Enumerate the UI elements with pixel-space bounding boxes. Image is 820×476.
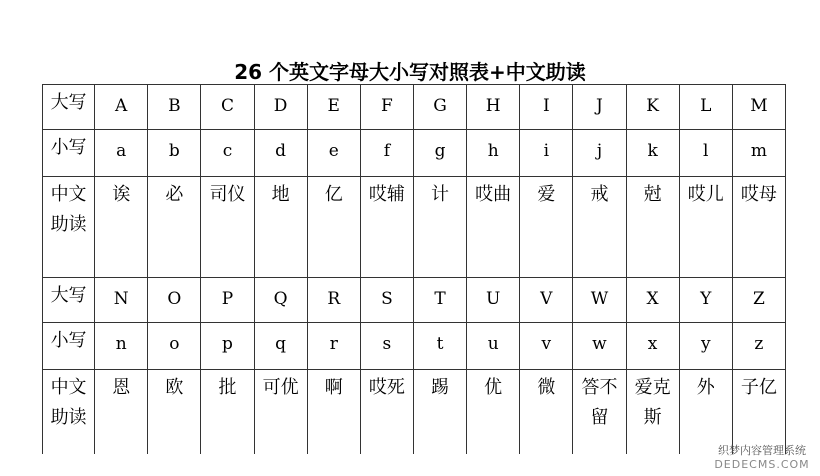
uppercase-letter-cell [307,85,360,130]
table-row-reading [43,177,786,278]
lowercase-letter-cell [95,323,148,370]
letter-text: c [222,141,233,161]
letter-text: J [596,96,603,116]
letter-text: E [327,96,340,116]
letter-text: a [116,141,127,161]
letter-text: A [115,96,128,116]
lowercase-letter-cell [413,323,466,370]
reading-cell [573,177,626,278]
reading-text: 优 [484,377,503,398]
row-header-lower [43,130,95,177]
lowercase-letter-cell [520,323,573,370]
letter-text: X [646,289,659,309]
reading-text: 计 [431,184,450,205]
row-header-label: 小写 [50,330,87,351]
row-header-label: 大写 [50,285,87,306]
reading-cell [732,177,785,278]
lowercase-letter-cell [732,130,785,177]
uppercase-letter-cell [732,278,785,323]
reading-cell [201,177,254,278]
uppercase-letter-cell [520,278,573,323]
letter-text: S [381,289,393,309]
letter-text: W [590,289,609,309]
page-title: 26 个英文字母大小写对照表+中文助读 [234,60,586,84]
reading-cell [467,370,520,455]
lowercase-letter-cell [360,323,413,370]
reading-text: 诶 [112,184,131,205]
reading-cell [413,177,466,278]
reading-text: 哎母 [740,184,777,205]
reading-text: 踢 [431,377,450,398]
letter-text: P [221,289,234,309]
lowercase-letter-cell [95,130,148,177]
letter-text: T [434,289,446,309]
letter-text: K [646,96,659,116]
row-header-label: 大写 [50,92,87,113]
reading-cell [520,370,573,455]
letter-text: o [169,334,180,354]
reading-text: 戒 [590,184,609,205]
reading-text: 地 [271,184,290,205]
reading-cell [679,370,732,455]
letter-text: I [542,96,550,116]
letter-text: f [383,141,391,161]
reading-text: 爱 [537,184,556,205]
reading-text: 恩 [112,377,131,398]
table-row-reading [43,370,786,455]
uppercase-letter-cell [520,85,573,130]
uppercase-letter-cell [148,85,201,130]
letter-text: Q [273,289,288,309]
letter-text: k [647,141,658,161]
letter-text: h [487,141,499,161]
row-header-lower [43,323,95,370]
letter-text: w [592,334,607,354]
reading-cell [413,370,466,455]
uppercase-letter-cell [573,278,626,323]
letter-text: N [113,289,129,309]
reading-text: 外 [696,377,715,398]
lowercase-letter-cell [467,130,520,177]
letter-text: e [328,141,339,161]
reading-text: 哎死 [368,377,405,398]
table-row-lower [43,130,786,177]
table-row-upper [43,85,786,130]
lowercase-letter-cell [732,323,785,370]
watermark-url: DEDECMS.COM [714,458,810,471]
lowercase-letter-cell [467,323,520,370]
reading-cell [307,370,360,455]
uppercase-letter-cell [679,278,732,323]
letter-text: G [433,96,447,116]
uppercase-letter-cell [254,85,307,130]
uppercase-letter-cell [573,85,626,130]
letter-text: n [115,334,127,354]
letter-text: d [275,141,287,161]
reading-cell [95,370,148,455]
letter-text: i [543,141,550,161]
letter-text: Z [753,289,765,309]
reading-text: 欧 [165,377,184,398]
reading-text: 尅 [643,184,662,205]
letter-text: u [487,334,499,354]
uppercase-letter-cell [95,278,148,323]
letter-text: t [436,334,444,354]
reading-cell [520,177,573,278]
letter-text: F [381,96,393,116]
letter-text: L [700,96,712,116]
uppercase-letter-cell [95,85,148,130]
reading-cell [573,370,626,455]
watermark-logo [708,444,816,474]
reading-text: 答不 留 [581,377,618,428]
reading-cell [626,177,679,278]
reading-text: 哎曲 [475,184,512,205]
lowercase-letter-cell [360,130,413,177]
lowercase-letter-cell [254,130,307,177]
letter-text: y [700,334,711,354]
letter-text: x [647,334,658,354]
reading-cell [626,370,679,455]
reading-cell [95,177,148,278]
uppercase-letter-cell [467,278,520,323]
reading-cell [360,370,413,455]
letter-text: r [329,334,338,354]
lowercase-letter-cell [679,130,732,177]
reading-text: 可优 [262,377,299,398]
row-header-upper [43,278,95,323]
letter-text: C [220,96,234,116]
uppercase-letter-cell [413,278,466,323]
letter-text: B [168,96,181,116]
uppercase-letter-cell [626,85,679,130]
letter-text: q [275,334,287,354]
letter-text: g [434,141,446,161]
uppercase-letter-cell [201,85,254,130]
watermark-text: 织梦内容管理系统 [718,444,806,457]
lowercase-letter-cell [201,130,254,177]
row-header-label: 小写 [50,137,87,158]
reading-text: 啊 [324,377,343,398]
lowercase-letter-cell [413,130,466,177]
letter-text: R [327,289,341,309]
reading-text: 哎儿 [687,184,724,205]
reading-text: 微 [537,377,556,398]
letter-text: D [273,96,288,116]
lowercase-letter-cell [626,323,679,370]
letter-text: Y [700,289,712,309]
reading-text: 爱克 斯 [634,377,671,428]
reading-cell [360,177,413,278]
lowercase-letter-cell [520,130,573,177]
uppercase-letter-cell [626,278,679,323]
uppercase-letter-cell [360,85,413,130]
lowercase-letter-cell [626,130,679,177]
letter-text: V [540,289,553,309]
reading-cell [148,177,201,278]
lowercase-letter-cell [307,130,360,177]
uppercase-letter-cell [254,278,307,323]
reading-text: 亿 [324,184,343,205]
lowercase-letter-cell [201,323,254,370]
lowercase-letter-cell [679,323,732,370]
uppercase-letter-cell [467,85,520,130]
reading-cell [148,370,201,455]
row-header-upper [43,85,95,130]
uppercase-letter-cell [413,85,466,130]
letter-text: j [596,141,603,161]
lowercase-letter-cell [573,323,626,370]
letter-text: M [750,96,768,116]
reading-text: 批 [218,377,237,398]
reading-text: 司仪 [209,184,246,205]
table-row-upper [43,278,786,323]
letter-text: s [382,334,392,354]
uppercase-letter-cell [148,278,201,323]
row-header-label: 中文 助读 [50,184,87,235]
lowercase-letter-cell [307,323,360,370]
reading-text: 哎辅 [368,184,405,205]
uppercase-letter-cell [732,85,785,130]
letter-text: v [541,334,552,354]
letter-text: O [167,289,182,309]
lowercase-letter-cell [254,323,307,370]
reading-cell [254,177,307,278]
uppercase-letter-cell [360,278,413,323]
table-row-lower [43,323,786,370]
uppercase-letter-cell [679,85,732,130]
alphabet-table [42,84,786,454]
letter-text: b [168,141,180,161]
row-header-reading [43,177,95,278]
lowercase-letter-cell [148,323,201,370]
uppercase-letter-cell [201,278,254,323]
uppercase-letter-cell [307,278,360,323]
reading-cell [307,177,360,278]
letter-text: z [754,334,764,354]
lowercase-letter-cell [573,130,626,177]
row-header-label: 中文 助读 [50,377,87,428]
letter-text: l [703,141,709,161]
reading-cell [679,177,732,278]
reading-text: 子亿 [740,377,777,398]
letter-text: p [222,334,233,354]
reading-cell [201,370,254,455]
reading-cell [467,177,520,278]
reading-text: 必 [165,184,184,205]
row-header-reading [43,370,95,455]
reading-cell [732,370,785,455]
lowercase-letter-cell [148,130,201,177]
reading-cell [254,370,307,455]
letter-text: m [750,141,767,161]
letter-text: U [486,289,501,309]
letter-text: H [485,96,501,116]
